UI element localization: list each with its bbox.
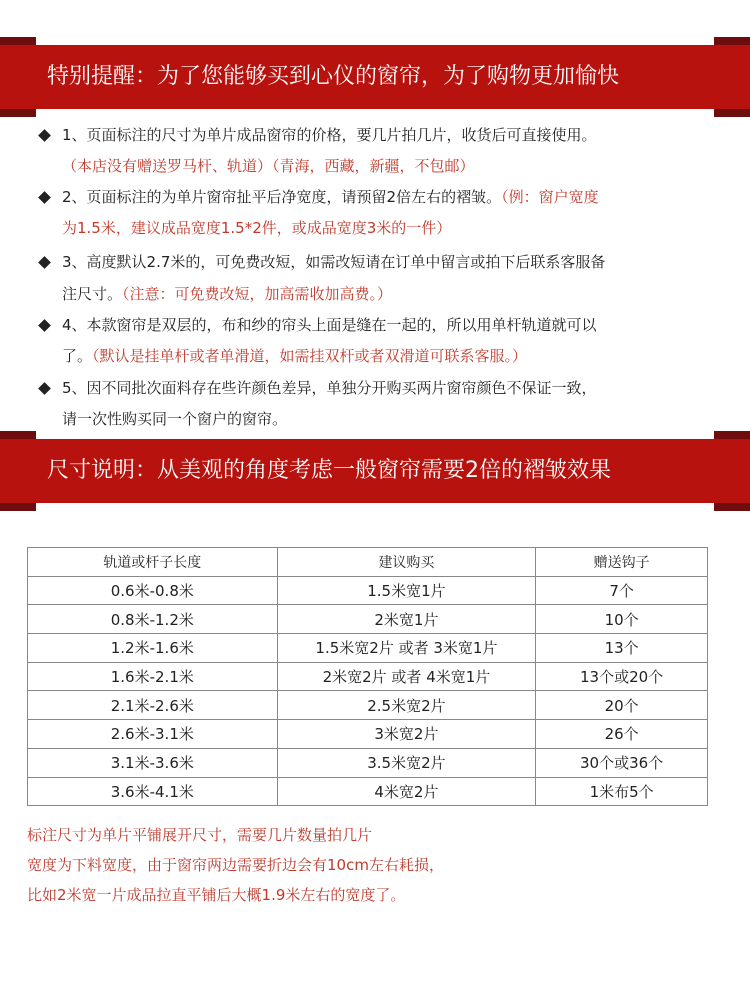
note-item-5-detail (0, 404, 750, 434)
note-red-text: （注意：可免费改短，加高需收加高费。） (122, 285, 393, 303)
table-row (28, 691, 708, 720)
note-item-2 (0, 182, 750, 212)
hooks-cell: 20个 (536, 691, 708, 720)
length-cell: 0.6米-0.8米 (28, 576, 278, 605)
note-red-text: （例：窗户宽度 (501, 188, 599, 206)
table-row (28, 662, 708, 691)
size-banner (0, 431, 750, 511)
note-text: 3、高度默认2.7米的，可免费改短，如需改短请在订单中留言或拍下后联系客服备 (62, 253, 606, 271)
suggestion-cell: 4米宽2片 (277, 777, 536, 806)
size-table (27, 547, 708, 806)
length-cell: 1.6米-2.1米 (28, 662, 278, 691)
note-red-text: 为1.5米，建议成品宽度1.5*2件，或成品宽度3米的一件） (62, 219, 452, 237)
hooks-cell: 13个 (536, 634, 708, 663)
table-row (28, 605, 708, 634)
hooks-cell: 30个或36个 (536, 748, 708, 777)
footnote-2: 宽度为下料宽度，由于窗帘两边需要折边会有10cm左右耗损， (27, 856, 444, 874)
length-cell: 3.6米-4.1米 (28, 777, 278, 806)
note-text: 5、因不同批次面料存在些许颜色差异，单独分开购买两片窗帘颜色不保证一致， (62, 379, 597, 397)
note-text: 1、页面标注的尺寸为单片成品窗帘的价格，要几片拍几片，收货后可直接使用。 (62, 126, 597, 144)
length-cell: 1.2米-1.6米 (28, 634, 278, 663)
suggestion-cell: 3米宽2片 (277, 720, 536, 749)
header-cell: 赠送钩子 (536, 548, 708, 577)
note-item-1-detail (0, 151, 750, 181)
note-red-text: （本店没有赠送罗马杆、轨道）（青海，西藏，新疆，不包邮） (62, 157, 475, 175)
note-item-4-detail (0, 341, 750, 371)
note-item-1 (0, 120, 750, 150)
hooks-cell: 26个 (536, 720, 708, 749)
note-text: 2、页面标注的为单片窗帘扯平后净宽度，请预留2倍左右的褶皱。 (62, 188, 502, 206)
suggestion-cell: 1.5米宽1片 (277, 576, 536, 605)
hooks-cell: 13个或20个 (536, 662, 708, 691)
diamond-bullet-icon (38, 319, 51, 332)
note-item-4 (0, 310, 750, 340)
table-row (28, 748, 708, 777)
header-cell: 轨道或杆子长度 (28, 548, 278, 577)
note-item-5 (0, 373, 750, 403)
table-row (28, 720, 708, 749)
note-text: 了。 (62, 347, 93, 365)
suggestion-cell: 2米宽1片 (277, 605, 536, 634)
diamond-bullet-icon (38, 129, 51, 142)
note-item-3 (0, 247, 750, 277)
length-cell: 3.1米-3.6米 (28, 748, 278, 777)
suggestion-cell: 3.5米宽2片 (277, 748, 536, 777)
note-item-3-detail (0, 279, 750, 309)
table-row (28, 777, 708, 806)
suggestion-cell: 2.5米宽2片 (277, 691, 536, 720)
note-text: 请一次性购买同一个窗户的窗帘。 (62, 410, 288, 428)
diamond-bullet-icon (38, 191, 51, 204)
note-item-2-detail (0, 213, 750, 243)
diamond-bullet-icon (38, 256, 51, 269)
table-row (28, 634, 708, 663)
length-cell: 2.1米-2.6米 (28, 691, 278, 720)
footnote-1: 标注尺寸为单片平铺展开尺寸，需要几片数量拍几片 (27, 826, 373, 844)
footnote-3: 比如2米宽一片成品拉直平铺后大概1.9米左右的宽度了。 (27, 886, 406, 904)
hooks-cell: 7个 (536, 576, 708, 605)
diamond-bullet-icon (38, 382, 51, 395)
length-cell: 2.6米-3.1米 (28, 720, 278, 749)
suggestion-cell: 1.5米宽2片 或者 3米宽1片 (277, 634, 536, 663)
note-text: 4、本款窗帘是双层的，布和纱的帘头上面是缝在一起的，所以用单杆轨道就可以 (62, 316, 597, 334)
table-header-row (28, 548, 708, 577)
hooks-cell: 10个 (536, 605, 708, 634)
notice-banner-title: 特别提醒：为了您能够买到心仪的窗帘，为了购物更加愉快 (0, 45, 750, 109)
note-red-text: （默认是挂单杆或者单滑道，如需挂双杆或者双滑道可联系客服。） (92, 347, 528, 365)
header-cell: 建议购买 (277, 548, 536, 577)
size-banner-title: 尺寸说明：从美观的角度考虑一般窗帘需要2倍的褶皱效果 (0, 439, 750, 503)
suggestion-cell: 2米宽2片 或者 4米宽1片 (277, 662, 536, 691)
note-text: 注尺寸。 (62, 285, 123, 303)
notice-banner (0, 37, 750, 117)
length-cell: 0.8米-1.2米 (28, 605, 278, 634)
table-row (28, 576, 708, 605)
hooks-cell: 1米布5个 (536, 777, 708, 806)
